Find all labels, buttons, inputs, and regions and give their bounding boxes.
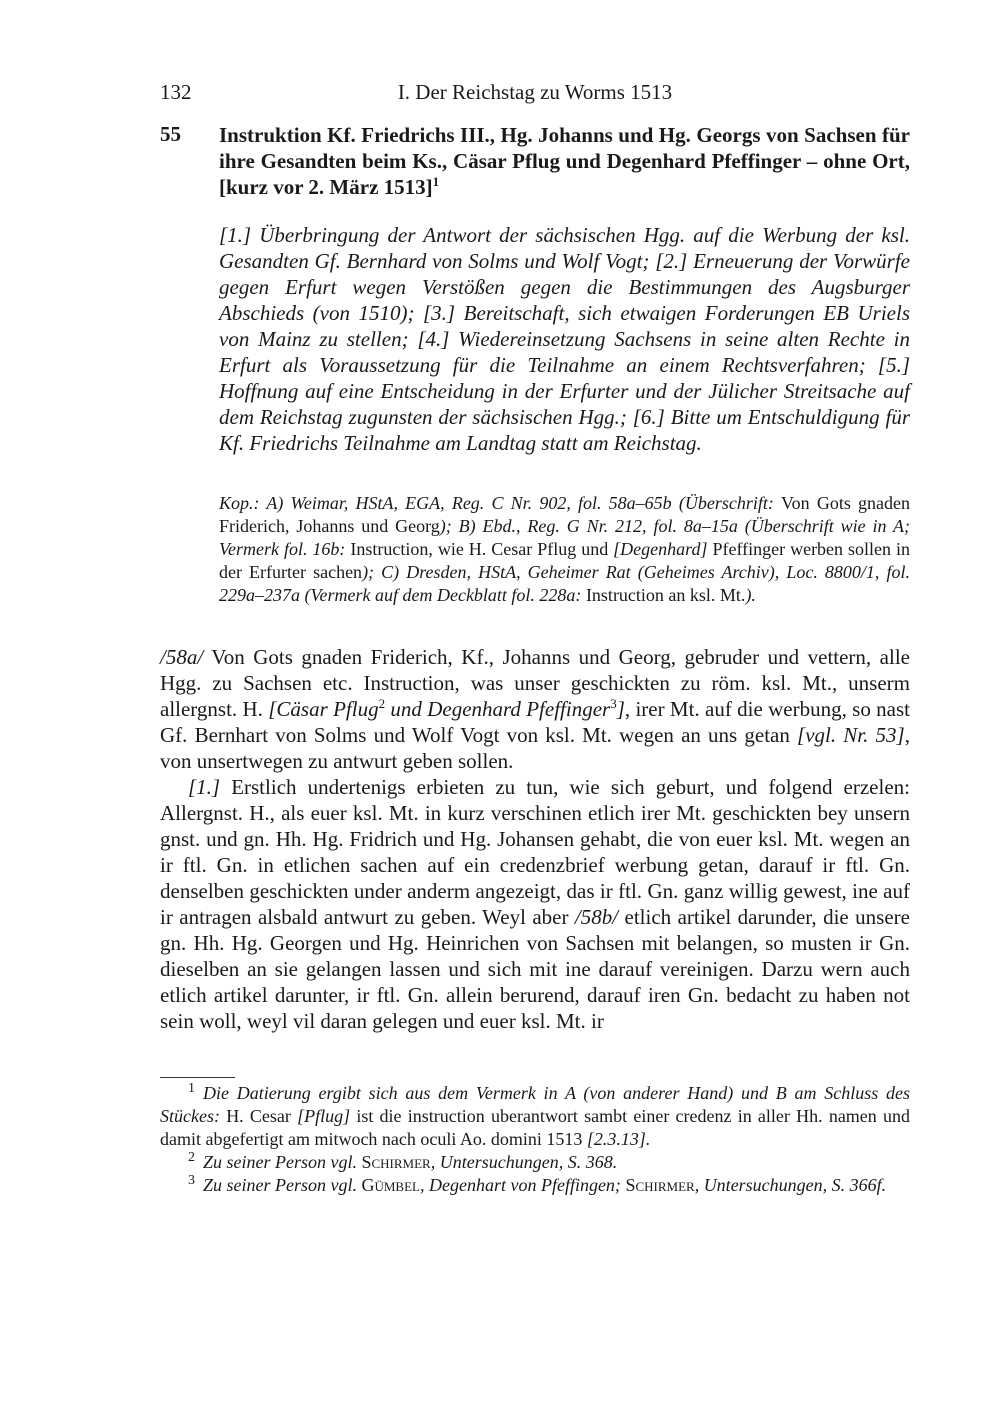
source-quote: Pfeffinger werben sollen in der Erfurter sachen	[219, 539, 910, 582]
footnote-number: 1	[188, 1081, 195, 1096]
paragraph	[160, 644, 910, 774]
footnote-ref-3[interactable]: 3	[610, 696, 617, 711]
page-number: 132	[160, 80, 192, 104]
section-marker: [1.]	[188, 775, 221, 799]
paragraph	[160, 774, 910, 1034]
source-text: ); C) Dresden, HStA, Geheimer Rat (Geheimes Archiv), Loc. 8800/1, fol. 229a–237a (Vermerk auf dem Deckblatt fol. 228a:	[219, 562, 910, 605]
folio-marker: /58a/	[160, 645, 204, 669]
document-number: 55	[160, 122, 181, 146]
footnote-text: Zu seiner Person vgl.	[203, 1175, 362, 1195]
text-run: Von Gots gnaden Friderich, Kf., Johanns und Georg, gebruder und vettern, alle Hgg. zu Sachsen etc. Instruction, was unser geschickten zu röm. ksl. Mt., unserm allergnst. H.	[160, 645, 910, 721]
footnote-quote: H. Cesar	[226, 1106, 298, 1126]
source-quote: Von Gots gnaden Friderich, Johanns und Georg	[219, 493, 910, 536]
document-title	[219, 122, 910, 200]
author-name: Gümbel	[361, 1175, 420, 1195]
source-quote: Instruction, wie H. Cesar Pflug und	[350, 539, 614, 559]
document-abstract: [1.] Überbringung der Antwort der sächsischen Hgg. auf die Werbung der ksl. Gesandten Gf. Bernhard von Solms und Wolf Vogt; [2.] Erneuerung der Vorwürfe gegen Erfurt wegen Verstößen gegen die Bestimmungen des Augsburger Abschieds (von 1510); [3.] Bereitschaft, sich etwaigen Forderungen EB Uriels von Mainz zu stellen; [4.] Wiedereinsetzung Sachsens in seine alten Rechte in Erfurt als Voraussetzung für die Teilnahme an einem Rechtsverfahren; [5.] Hoffnung auf eine Entscheidung in der Erfurter und der Jülicher Streitsache auf dem Reichstag zugunsten der sächsischen Hgg.; [6.] Bitte um Entschuldigung für Kf. Friedrichs Teilnahme am Landtag statt am Reichstag.	[219, 223, 910, 455]
source-references	[219, 492, 910, 607]
footnote-number: 2	[188, 1150, 195, 1165]
footnote-text: [2.3.13].	[586, 1129, 651, 1149]
document-title-text: Instruktion Kf. Friedrichs III., Hg. Johanns und Hg. Georgs von Sachsen für ihre Gesandten beim Ks., Cäsar Pflug und Degenhard Pfeffinger – ohne Ort, [kurz vor 2. März 1513]	[219, 123, 910, 199]
footnote-3	[160, 1174, 910, 1197]
footnote-text: , Untersuchungen, S. 368.	[430, 1152, 618, 1172]
source-text: [Degenhard]	[613, 539, 708, 559]
footnote-2	[160, 1151, 910, 1174]
footnote-1	[160, 1082, 910, 1151]
source-text: ); B) Ebd., Reg. G Nr. 212, fol. 8a–15a (Überschrift wie in A; Vermerk fol. 16b:	[219, 516, 911, 559]
source-text: ).	[745, 585, 756, 605]
text-run: Erstlich undertenigs erbieten zu tun, wie sich geburt, und folgend erzelen: Allergnst. H., als euer ksl. Mt. in kurz verschinen etlich irer Mt. geschickten bey unsern gnst. und gn. Hh. Hg. Fridrich und Hg. Johansen gehabt, die von euer ksl. Mt. wegen an ir ftl. Gn. in etlichen sachen auf ein credenzbrief werbung getan, darauf ir ftl. Gn. denselben geschickten under anderm angezeigt, das ir ftl. Gn. ganz willig gewest, ine auf ir antragen alsbald antwurt zu geben. Weyl aber	[160, 775, 910, 929]
editorial-text: [Cäsar Pflug	[268, 697, 379, 721]
footnote-text: Zu seiner Person vgl.	[203, 1152, 362, 1172]
editorial-text: und Degenhard Pfeffinger	[385, 697, 611, 721]
footnote-text: Die Datierung ergibt sich aus dem Vermerk in A (von anderer Hand) und B am Schluss des Stückes:	[160, 1083, 910, 1126]
folio-marker: /58b/	[574, 905, 619, 929]
main-text	[160, 644, 910, 1034]
footnote-text: [Pflug]	[297, 1106, 351, 1126]
footnote-number: 3	[188, 1173, 195, 1188]
footnote-text: , Untersuchungen, S. 366f.	[694, 1175, 887, 1195]
editorial-text: ]	[616, 697, 625, 721]
footnote-text: , Degenhart von Pfeffingen;	[419, 1175, 626, 1195]
footnotes	[160, 1082, 910, 1197]
source-text: Kop.: A) Weimar, HStA, EGA, Reg. C Nr. 902, fol. 58a–65b (Überschrift:	[219, 493, 781, 513]
page-header	[160, 80, 910, 110]
author-name: Schirmer	[625, 1175, 695, 1195]
footnote-ref-1[interactable]: 1	[432, 174, 440, 189]
cross-reference: [vgl. Nr. 53]	[797, 723, 905, 747]
running-head: I. Der Reichstag zu Worms 1513	[397, 80, 673, 104]
footnote-quote: ist die instruction uberantwort sambt einer credenz in aller Hh. namen und damit abgefertigt am mitwoch nach oculi Ao. domini 1513	[160, 1106, 911, 1149]
author-name: Schirmer	[361, 1152, 431, 1172]
text-run: , von unsertwegen zu antwurt geben sollen.	[160, 723, 910, 773]
footnote-ref-2[interactable]: 2	[378, 696, 386, 711]
text-run: , irer Mt. auf die werbung, so nast Gf. Bernhart von Solms und Wolf Vogt von ksl. Mt. wegen an uns getan	[160, 697, 910, 747]
footnote-divider	[160, 1077, 235, 1078]
source-quote: Instruction an ksl. Mt.	[585, 585, 746, 605]
text-run: etlich artikel darunder, die unsere gn. Hh. Hg. Georgen und Hg. Heinrichen von Sachsen mit belangen, so musten ir Gn. dieselben an sie gelangen lassen und sich mit ine darauf vereinigen. Darzu wern auch etlich artikel darunter, ir ftl. Gn. allein berurend, darauf iren Gn. bedacht zu haben not sein woll, weyl vil daran gelegen und euer ksl. Mt. ir	[160, 905, 910, 1033]
